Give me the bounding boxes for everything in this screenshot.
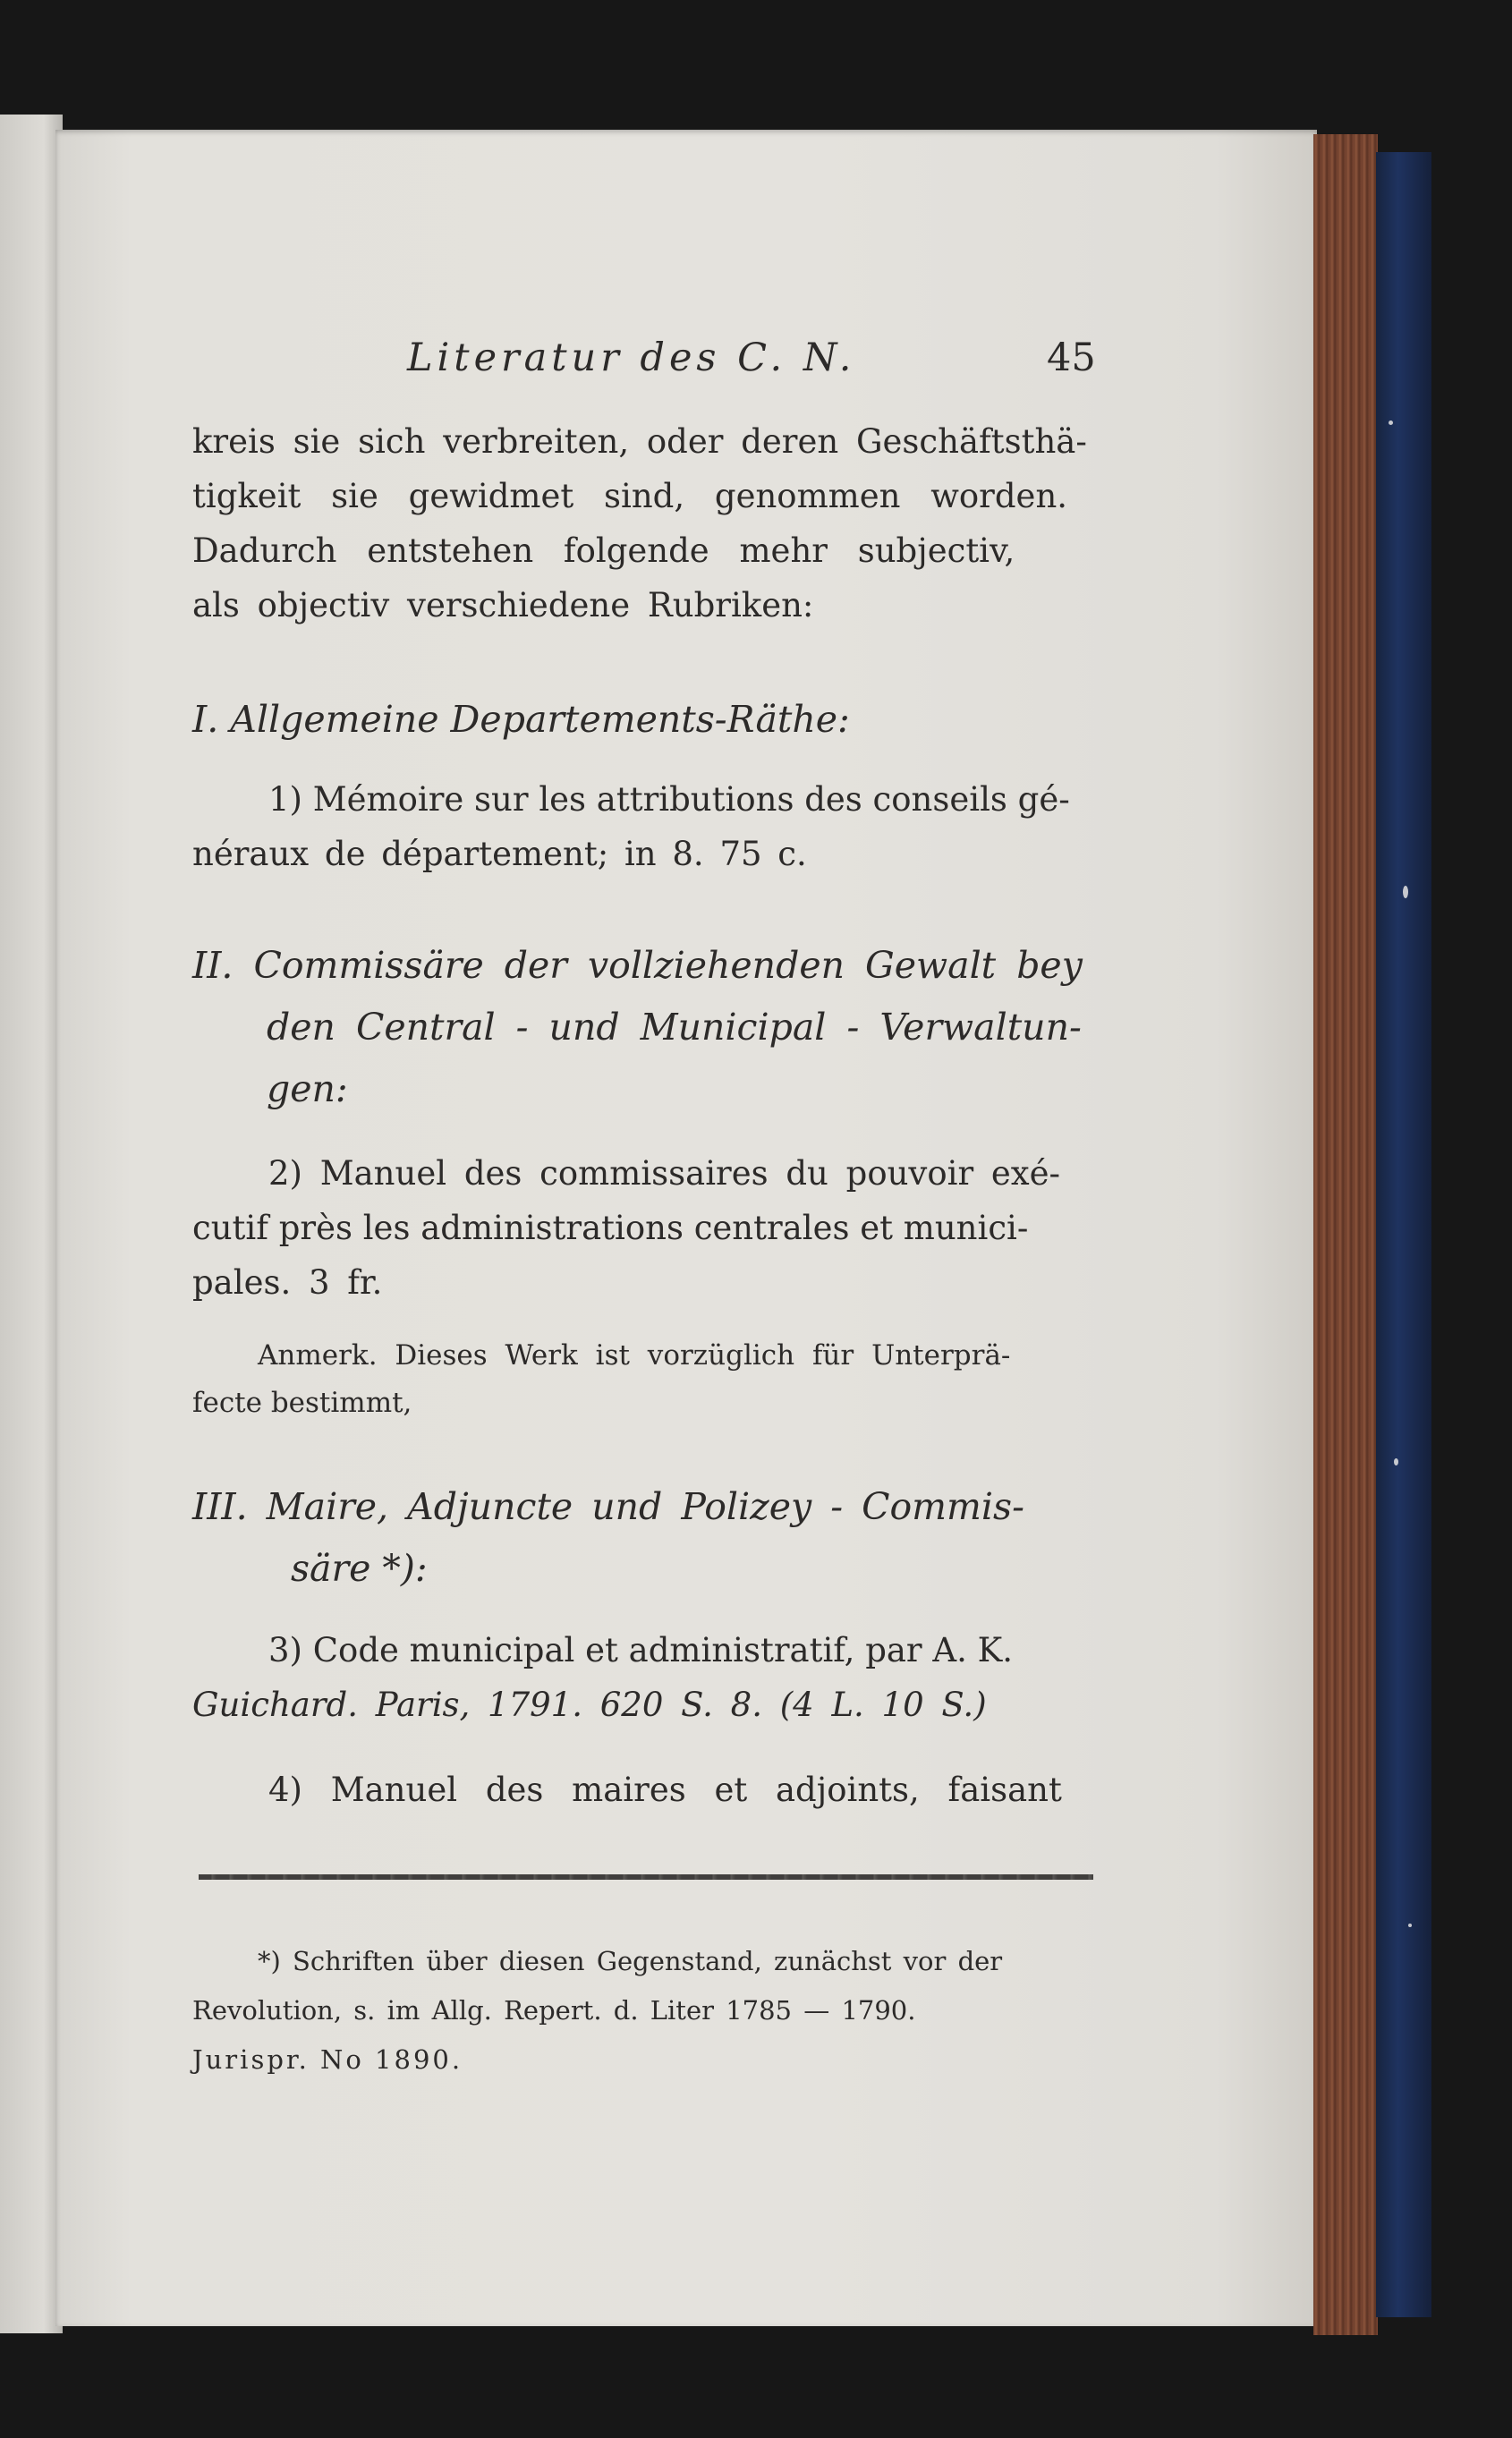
bibliography-entry: cutif près les administrations centrales et munici- [192, 1209, 1029, 1247]
annotation-note: fecte bestimmt, [192, 1387, 412, 1419]
bibliography-entry: Guichard. Paris, 1791. 620 S. 8. (4 L. 10 S.) [192, 1686, 987, 1724]
bibliography-entry: 2) Manuel des commissaires du pouvoir exé- [268, 1154, 1061, 1193]
running-title: Literatur des C. N. [407, 336, 856, 380]
cover-speck [1394, 1458, 1398, 1465]
footnote-line: Jurispr. No 1890. [192, 2044, 463, 2075]
section-heading: gen: [267, 1067, 348, 1110]
page-number: 45 [1047, 336, 1096, 380]
footnote-rule [199, 1874, 1093, 1880]
cover-speck [1408, 1924, 1412, 1927]
section-heading: III. Maire, Adjuncte und Polizey - Commis- [192, 1485, 1024, 1528]
footnote-line: *) Schriften über diesen Gegenstand, zunächst vor der [258, 1946, 1003, 1976]
cover-speck [1403, 886, 1408, 898]
bibliography-entry: 1) Mémoire sur les attributions des conseils gé- [268, 780, 1070, 819]
section-heading: II. Commissäre der vollziehenden Gewalt bey [192, 944, 1083, 987]
annotation-note: Anmerk. Dieses Werk ist vorzüglich für Unterprä- [258, 1339, 1011, 1372]
intro-line: tigkeit sie gewidmet sind, genommen worden. [192, 477, 1068, 515]
footnote-line: Revolution, s. im Allg. Repert. d. Liter 1785 — 1790. [192, 1995, 916, 2026]
intro-line: Dadurch entstehen folgende mehr subjectiv, [192, 531, 1015, 570]
bibliography-entry: pales. 3 fr. [192, 1263, 383, 1302]
bibliography-entry: 3) Code municipal et administratif, par A. K. [268, 1631, 1014, 1669]
section-heading: den Central - und Municipal - Verwaltun- [267, 1006, 1082, 1049]
section-heading: I. Allgemeine Departements-Räthe: [192, 698, 850, 741]
cover-speck [1389, 420, 1393, 425]
facing-page-edge [0, 115, 63, 2333]
bibliography-entry: 4) Manuel des maires et adjoints, faisant [268, 1771, 1062, 1809]
section-heading: säre *): [291, 1547, 428, 1590]
intro-line: als objectiv verschiedene Rubriken: [192, 586, 814, 624]
book-cover [1376, 152, 1431, 2317]
intro-line: kreis sie sich verbreiten, oder deren Geschäftsthä- [192, 422, 1087, 461]
bibliography-entry: néraux de département; in 8. 75 c. [192, 835, 807, 873]
page-block-edge [1313, 134, 1378, 2335]
